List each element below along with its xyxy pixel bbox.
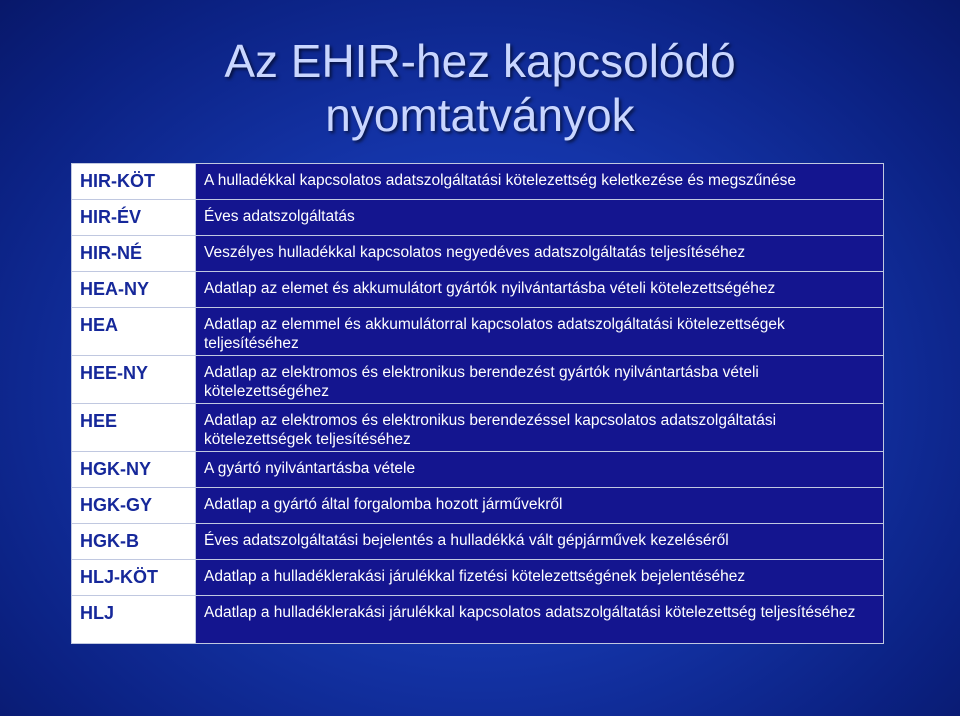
form-description: Adatlap az elemmel és akkumulátorral kapcsolatos adatszolgáltatási kötelezettségek teljesítéséhez bbox=[196, 308, 884, 356]
form-code: HLJ bbox=[72, 596, 196, 644]
table-row bbox=[72, 404, 884, 452]
form-code: HEE bbox=[72, 404, 196, 452]
form-code: HEA-NY bbox=[72, 272, 196, 308]
form-description: Éves adatszolgáltatás bbox=[196, 200, 884, 236]
table-row bbox=[72, 308, 884, 356]
table-row bbox=[72, 488, 884, 524]
slide-title-line1: Az EHIR-hez kapcsolódó bbox=[224, 35, 736, 87]
form-description: Adatlap az elektromos és elektronikus berendezést gyártók nyilvántartásba vételi kötelezettségéhez bbox=[196, 356, 884, 404]
form-description: Adatlap a gyártó által forgalomba hozott járművekről bbox=[196, 488, 884, 524]
form-description: Éves adatszolgáltatási bejelentés a hulladékká vált gépjárművek kezeléséről bbox=[196, 524, 884, 560]
form-code: HGK-GY bbox=[72, 488, 196, 524]
form-description: A hulladékkal kapcsolatos adatszolgáltatási kötelezettség keletkezése és megszűnése bbox=[196, 164, 884, 200]
form-code: HIR-ÉV bbox=[72, 200, 196, 236]
form-code: HEA bbox=[72, 308, 196, 356]
slide-title-line2: nyomtatványok bbox=[325, 89, 635, 141]
table-row bbox=[72, 272, 884, 308]
table-row bbox=[72, 452, 884, 488]
form-description: Adatlap a hulladéklerakási járulékkal kapcsolatos adatszolgáltatási kötelezettség teljesítéséhez bbox=[196, 596, 884, 644]
table-row bbox=[72, 596, 884, 644]
form-code: HGK-NY bbox=[72, 452, 196, 488]
form-code: HIR-KÖT bbox=[72, 164, 196, 200]
table-row bbox=[72, 524, 884, 560]
form-code: HGK-B bbox=[72, 524, 196, 560]
slide-title bbox=[0, 34, 960, 142]
form-description: Adatlap az elektromos és elektronikus berendezéssel kapcsolatos adatszolgáltatási kötelezettségek teljesítéséhez bbox=[196, 404, 884, 452]
table-row bbox=[72, 236, 884, 272]
form-code: HLJ-KÖT bbox=[72, 560, 196, 596]
forms-table bbox=[71, 163, 884, 644]
form-code: HIR-NÉ bbox=[72, 236, 196, 272]
form-description: Veszélyes hulladékkal kapcsolatos negyedéves adatszolgáltatás teljesítéséhez bbox=[196, 236, 884, 272]
form-description: A gyártó nyilvántartásba vétele bbox=[196, 452, 884, 488]
table-row bbox=[72, 164, 884, 200]
form-description: Adatlap a hulladéklerakási járulékkal fizetési kötelezettségének bejelentéséhez bbox=[196, 560, 884, 596]
table-row bbox=[72, 356, 884, 404]
form-description: Adatlap az elemet és akkumulátort gyártók nyilvántartásba vételi kötelezettségéhez bbox=[196, 272, 884, 308]
table-row bbox=[72, 560, 884, 596]
form-code: HEE-NY bbox=[72, 356, 196, 404]
table-row bbox=[72, 200, 884, 236]
